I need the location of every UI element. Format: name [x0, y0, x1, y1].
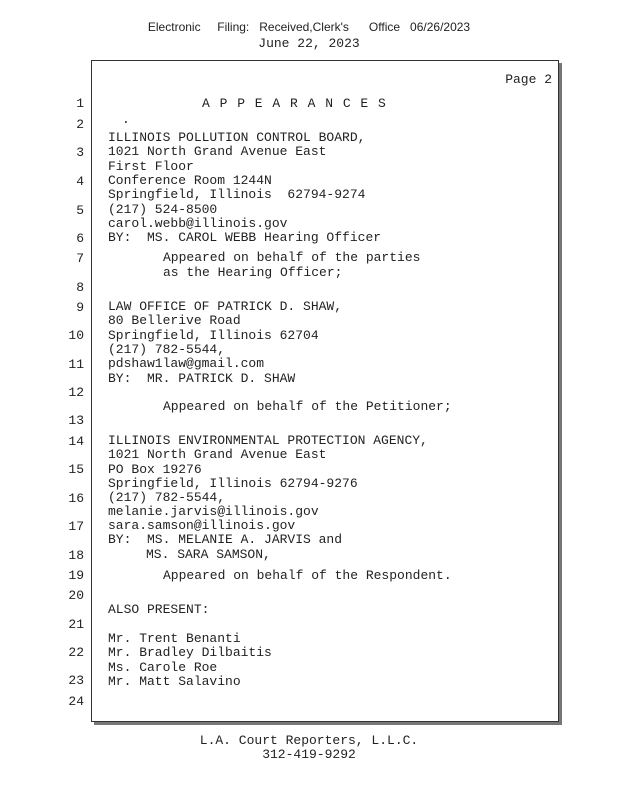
attendee-name: Mr. Bradley Dilbaitis [108, 645, 272, 660]
line-number: 2 [76, 117, 84, 132]
board-floor: First Floor [108, 159, 194, 174]
board-city: Springfield, Illinois 62794-9274 [108, 187, 366, 202]
shaw-address: 80 Bellerive Road [108, 313, 241, 328]
epa-by-2: MS. SARA SAMSON, [146, 547, 271, 562]
epa-by: BY: MS. MELANIE A. JARVIS and [108, 532, 343, 547]
epa-pobox: PO Box 19276 [108, 462, 202, 477]
line-number: 16 [68, 491, 84, 506]
board-address: 1021 North Grand Avenue East [108, 144, 327, 159]
shaw-by: BY: MR. PATRICK D. SHAW [108, 371, 296, 386]
line-number: 15 [68, 462, 84, 477]
epa-phone: (217) 782-5544, [108, 490, 226, 505]
board-name: ILLINOIS POLLUTION CONTROL BOARD, [108, 130, 366, 145]
board-room: Conference Room 1244N [108, 173, 272, 188]
shaw-name: LAW OFFICE OF PATRICK D. SHAW, [108, 299, 343, 314]
court-reporter-phone: 312-419-9292 [262, 747, 356, 762]
court-reporter-name: L.A. Court Reporters, L.L.C. [199, 733, 419, 748]
also-present-heading: ALSO PRESENT: [108, 602, 210, 617]
line-number: 8 [76, 280, 84, 295]
line-number: 19 [68, 568, 84, 583]
epa-name: ILLINOIS ENVIRONMENTAL PROTECTION AGENCY, [108, 433, 428, 448]
epa-email-samson: sara.samson@illinois.gov [108, 518, 296, 533]
line-number: 12 [68, 385, 84, 400]
line-number: 18 [68, 548, 84, 563]
line-number: 14 [68, 434, 84, 449]
epa-email-jarvis: melanie.jarvis@illinois.gov [108, 504, 319, 519]
board-by: BY: MS. CAROL WEBB Hearing Officer [108, 230, 382, 245]
line-number: 22 [68, 645, 84, 660]
shaw-city: Springfield, Illinois 62704 [108, 328, 319, 343]
line-number: 3 [76, 145, 84, 160]
line-number: 21 [68, 617, 84, 632]
line-number: 17 [68, 519, 84, 534]
line-number: 10 [68, 328, 84, 343]
stray-mark: . [122, 112, 130, 127]
board-behalf-line2: as the Hearing Officer; [163, 265, 343, 280]
shaw-behalf: Appeared on behalf of the Petitioner; [163, 399, 452, 414]
appearances-title: A P P E A R A N C E S [202, 96, 387, 111]
epa-address: 1021 North Grand Avenue East [108, 447, 327, 462]
line-number: 9 [76, 300, 84, 315]
line-number: 11 [68, 357, 84, 372]
shaw-phone: (217) 782-5544, [108, 342, 226, 357]
attendee-name: Ms. Carole Roe [108, 660, 218, 675]
transcript-date: June 22, 2023 [258, 36, 360, 51]
line-number: 24 [68, 694, 84, 709]
epa-behalf: Appeared on behalf of the Respondent. [163, 568, 452, 583]
board-phone: (217) 524-8500 [108, 202, 218, 217]
line-number: 23 [68, 673, 84, 688]
line-number: 13 [68, 413, 84, 428]
line-number: 7 [76, 251, 84, 266]
epa-city: Springfield, Illinois 62794-9276 [108, 476, 358, 491]
attendee-name: Mr. Matt Salavino [108, 674, 241, 689]
line-number: 5 [76, 203, 84, 218]
filing-stamp: Electronic Filing: Received,Clerk's Office 06/26/2023 [147, 20, 471, 34]
board-behalf-line1: Appeared on behalf of the parties [163, 250, 421, 265]
page-number: Page 2 [505, 72, 552, 87]
board-email: carol.webb@illinois.gov [108, 216, 288, 231]
line-number: 6 [76, 231, 84, 246]
line-number: 1 [76, 96, 84, 111]
attendee-name: Mr. Trent Benanti [108, 631, 241, 646]
shaw-email: pdshaw1law@gmail.com [108, 356, 265, 371]
line-number: 4 [76, 174, 84, 189]
line-number: 20 [68, 588, 84, 603]
